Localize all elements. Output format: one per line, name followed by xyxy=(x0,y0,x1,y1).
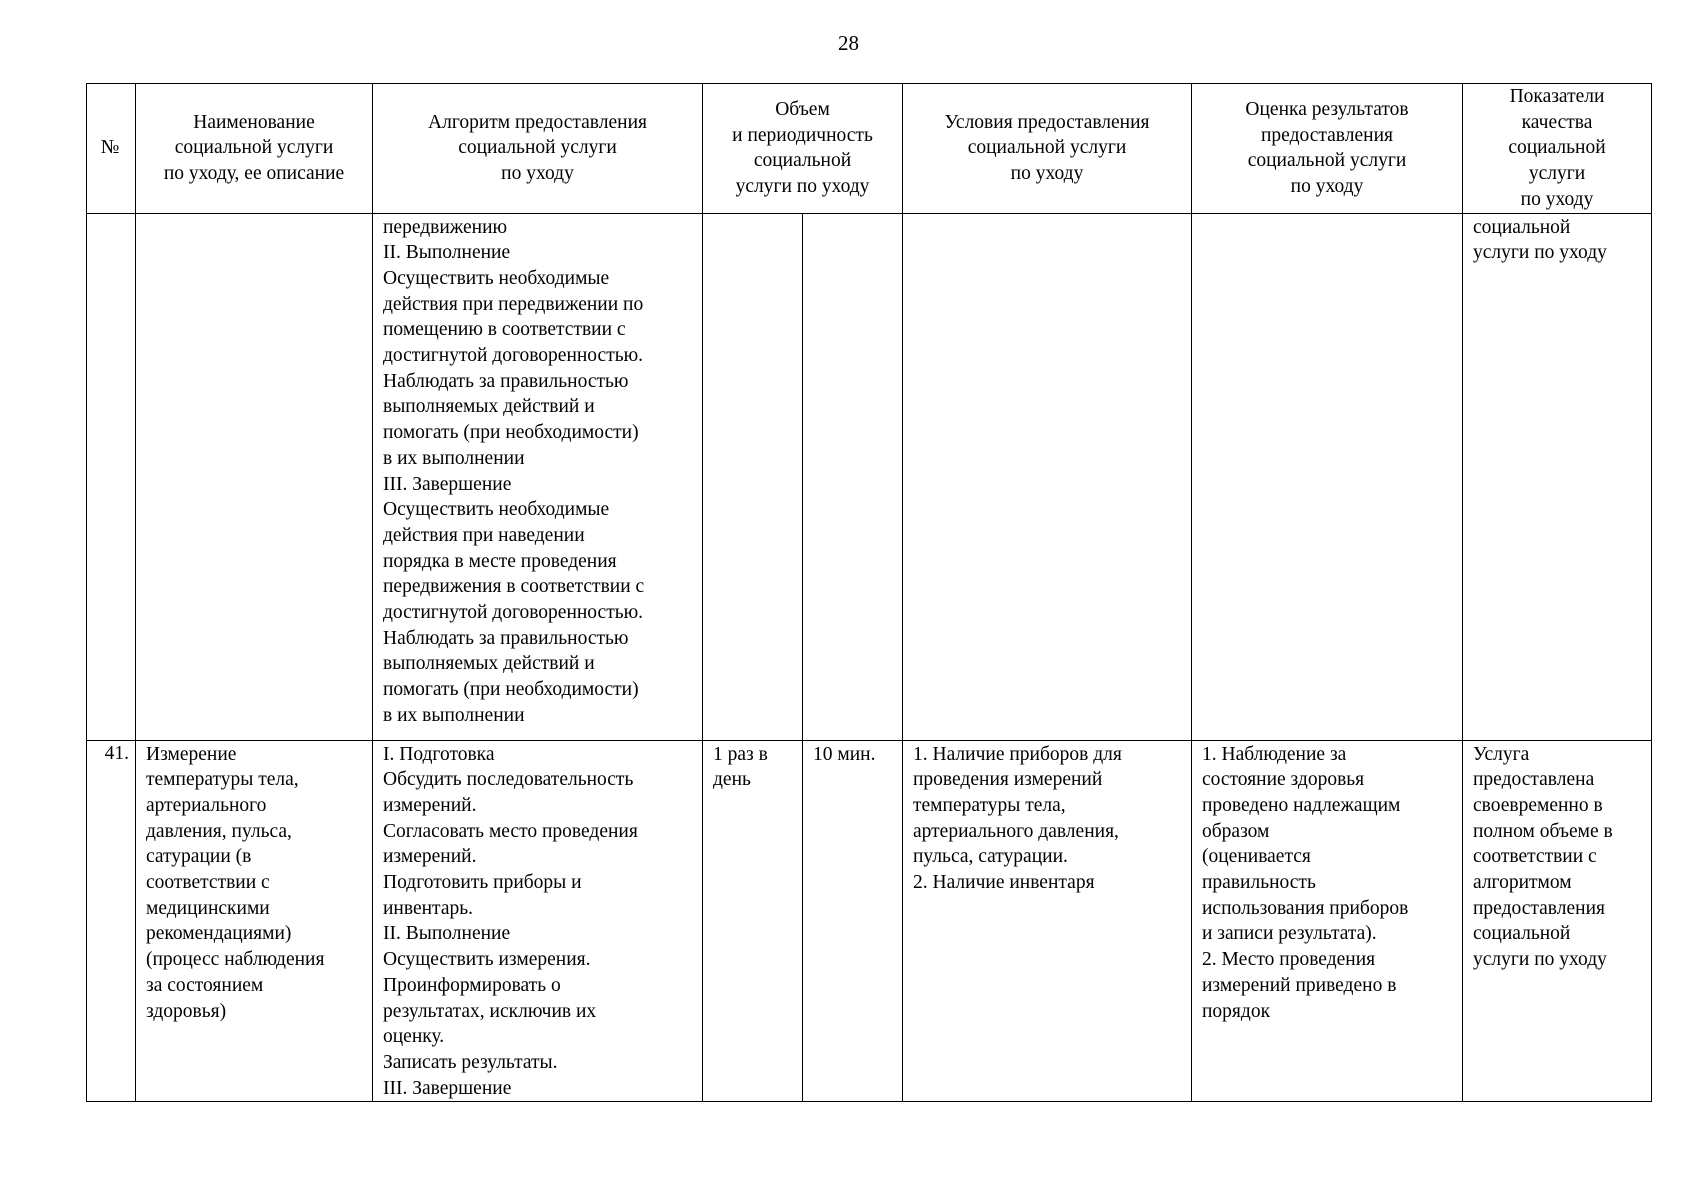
table-row xyxy=(87,213,1652,740)
cell-algorithm: передвижению II. Выполнение Осуществить необходимые действия при передвижении по помещению в соответствии с достигнутой договоренностью. Наблюдать за правильностью выполняемых действий и помогать (при необходимости) в их выполнении III. Завершение Осуществить необходимые действия при наведении порядка в месте проведения передвижения в соответствии с достигнутой договоренностью. Наблюдать за правильностью выполняемых действий и помогать (при необходимости) в их выполнении xyxy=(373,213,703,740)
table-row xyxy=(87,740,1652,1102)
header-conditions: Условия предоставления социальной услуги по уходу xyxy=(903,84,1192,214)
cell-quality: социальной услуги по уходу xyxy=(1463,213,1652,740)
page-number: 28 xyxy=(838,31,859,55)
cell-algorithm: I. Подготовка Обсудить последовательность измерений. Согласовать место проведения измерений. Подготовить приборы и инвентарь. II. Выполнение Осуществить измерения. Проинформировать о результатах, исключив их оценку. Записать результаты. III. Завершение xyxy=(373,740,703,1102)
header-algorithm: Алгоритм предоставления социальной услуги по уходу xyxy=(373,84,703,214)
header-volume-periodicity: Объем и периодичность социальной услуги по уходу xyxy=(703,84,903,214)
cell-quality: Услуга предоставлена своевременно в полном объеме в соответствии с алгоритмом предоставления социальной услуги по уходу xyxy=(1463,740,1652,1102)
cell-duration: 10 мин. xyxy=(803,740,903,1102)
table-header-row xyxy=(87,84,1652,214)
cell-service-name xyxy=(136,213,373,740)
services-table xyxy=(86,83,1652,1102)
header-service-name: Наименование социальной услуги по уходу, ее описание xyxy=(136,84,373,214)
cell-periodicity: 1 раз в день xyxy=(703,740,803,1102)
cell-periodicity xyxy=(703,213,803,740)
header-evaluation: Оценка результатов предоставления социальной услуги по уходу xyxy=(1192,84,1463,214)
cell-number xyxy=(87,213,136,740)
header-number: № xyxy=(87,84,136,214)
header-quality: Показатели качества социальной услуги по уходу xyxy=(1463,84,1652,214)
cell-conditions: 1. Наличие приборов для проведения измерений температуры тела, артериального давления, пульса, сатурации. 2. Наличие инвентаря xyxy=(903,740,1192,1102)
cell-number: 41. xyxy=(87,740,136,1102)
cell-conditions xyxy=(903,213,1192,740)
cell-service-name: Измерение температуры тела, артериального давления, пульса, сатурации (в соответствии с медицинскими рекомендациями) (процесс наблюдения за состоянием здоровья) xyxy=(136,740,373,1102)
cell-evaluation xyxy=(1192,213,1463,740)
cell-duration xyxy=(803,213,903,740)
cell-evaluation: 1. Наблюдение за состояние здоровья проведено надлежащим образом (оценивается правильность использования приборов и записи результата). 2. Место проведения измерений приведено в порядок xyxy=(1192,740,1463,1102)
